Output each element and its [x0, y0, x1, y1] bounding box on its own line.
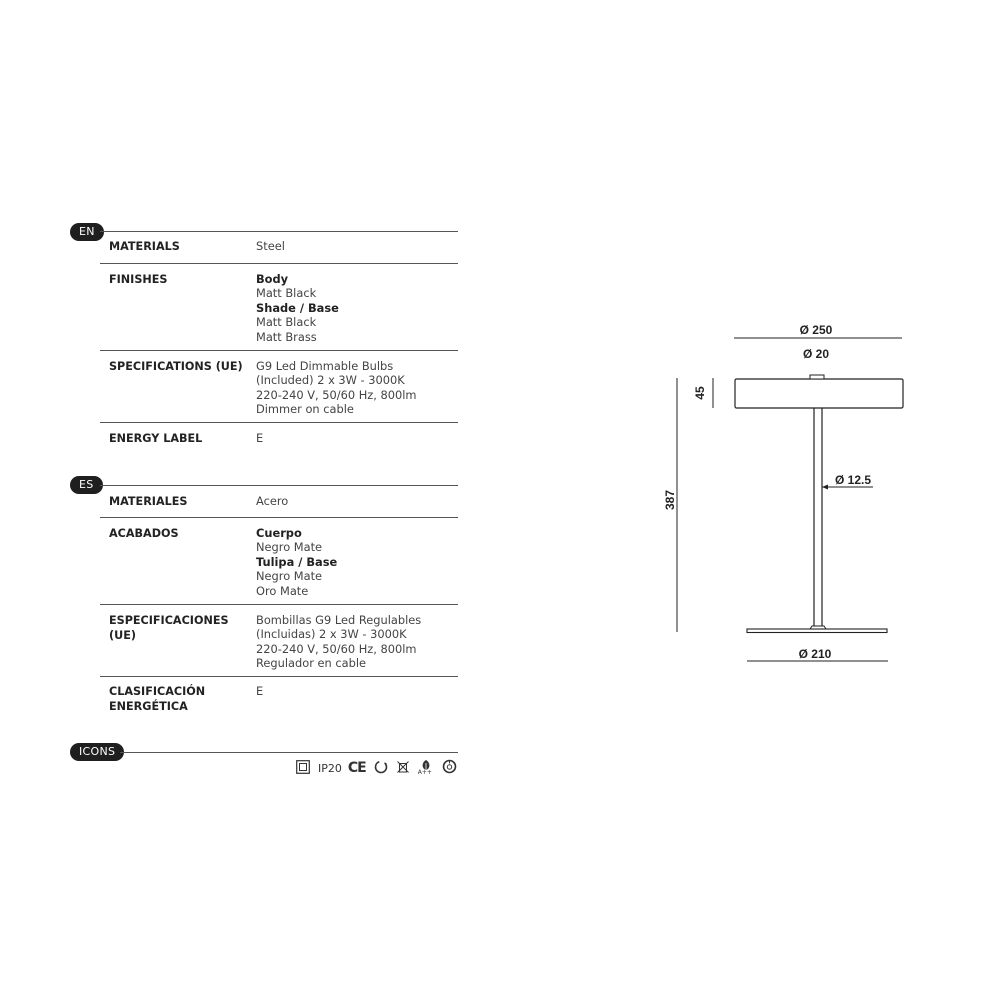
finishes-label: FINISHES — [109, 273, 168, 286]
lamp-stem-foot — [810, 626, 826, 629]
certification-icons — [296, 760, 465, 776]
finish-value: Negro Mate — [256, 569, 323, 584]
finish-group-title: Tulipa / Base — [256, 554, 338, 569]
spec-line: Dimmer on cable — [256, 402, 354, 417]
class-II-square-icon — [296, 759, 310, 778]
total-height-label: 387 — [663, 489, 677, 511]
energy-value: E — [256, 684, 264, 698]
spec-line: (Incluidas) 2 x 3W - 3000K — [256, 627, 407, 642]
specifications-label: SPECIFICATIONS (UE) — [109, 360, 243, 373]
stem-diameter-label: Ø 12.5 — [834, 473, 872, 487]
section-rule-es — [100, 485, 458, 486]
finish-value: Oro Mate — [256, 583, 309, 598]
base-diameter-label: Ø 210 — [798, 647, 832, 661]
recycle-icon — [374, 759, 388, 778]
finish-group-title: Shade / Base — [256, 300, 339, 315]
spec-line: Bombillas G9 Led Regulables — [256, 613, 422, 627]
spec-line: Regulador en cable — [256, 656, 367, 671]
finish-value: Matt Black — [256, 315, 317, 330]
especificaciones-label — [109, 613, 249, 643]
label-line: (UE) — [109, 629, 136, 642]
spec-line: G9 Led Dimmable Bulbs — [256, 359, 394, 373]
finish-value: Negro Mate — [256, 540, 323, 555]
energy-leaf-icon — [418, 760, 434, 776]
top-cap-diameter-label: Ø 20 — [802, 347, 830, 361]
row-divider — [100, 604, 458, 605]
materiales-value: Acero — [256, 494, 289, 508]
label-line: CLASIFICACIÓN — [109, 685, 206, 698]
materials-label: MATERIALS — [109, 240, 180, 253]
stem-leader-arrow — [822, 485, 828, 490]
materiales-label: MATERIALES — [109, 495, 188, 508]
shade-diameter-label: Ø 250 — [799, 323, 833, 337]
energy-class-text: A++ — [417, 769, 432, 776]
spec-line: 220-240 V, 50/60 Hz, 800lm — [256, 641, 417, 656]
row-divider — [100, 517, 458, 518]
row-divider — [100, 263, 458, 264]
section-rule-en — [100, 231, 458, 232]
row-divider — [100, 422, 458, 423]
weee-bin-icon — [396, 759, 410, 778]
lamp-shade — [735, 379, 903, 408]
acabados-label: ACABADOS — [109, 527, 179, 540]
lamp-base — [747, 629, 887, 633]
energy-label: ENERGY LABEL — [109, 432, 203, 445]
finish-value: Matt Brass — [256, 329, 317, 344]
finish-group-title: Body — [256, 272, 289, 286]
row-divider — [100, 676, 458, 677]
dimmable-icon — [442, 759, 457, 778]
label-line: ENERGÉTICA — [109, 700, 188, 713]
ce-mark-icon: CE — [347, 760, 366, 776]
section-tag-icons: ICONS — [70, 743, 124, 761]
ip-rating: IP20 — [318, 761, 342, 775]
spec-line: 220-240 V, 50/60 Hz, 800lm — [256, 387, 417, 402]
section-tag-en: EN — [70, 223, 104, 241]
row-divider — [100, 350, 458, 351]
energy-value: E — [256, 431, 264, 445]
finish-value: Matt Black — [256, 286, 317, 301]
materials-value: Steel — [256, 239, 285, 253]
lamp-top-cap — [810, 375, 824, 379]
spec-line: (Included) 2 x 3W - 3000K — [256, 373, 405, 388]
clasificacion-label — [109, 684, 249, 714]
shade-height-label: 45 — [693, 386, 707, 400]
section-tag-es: ES — [70, 476, 103, 494]
section-rule-icons — [120, 752, 458, 753]
label-line: ESPECIFICACIONES — [109, 614, 229, 627]
finish-group-title: Cuerpo — [256, 526, 302, 540]
